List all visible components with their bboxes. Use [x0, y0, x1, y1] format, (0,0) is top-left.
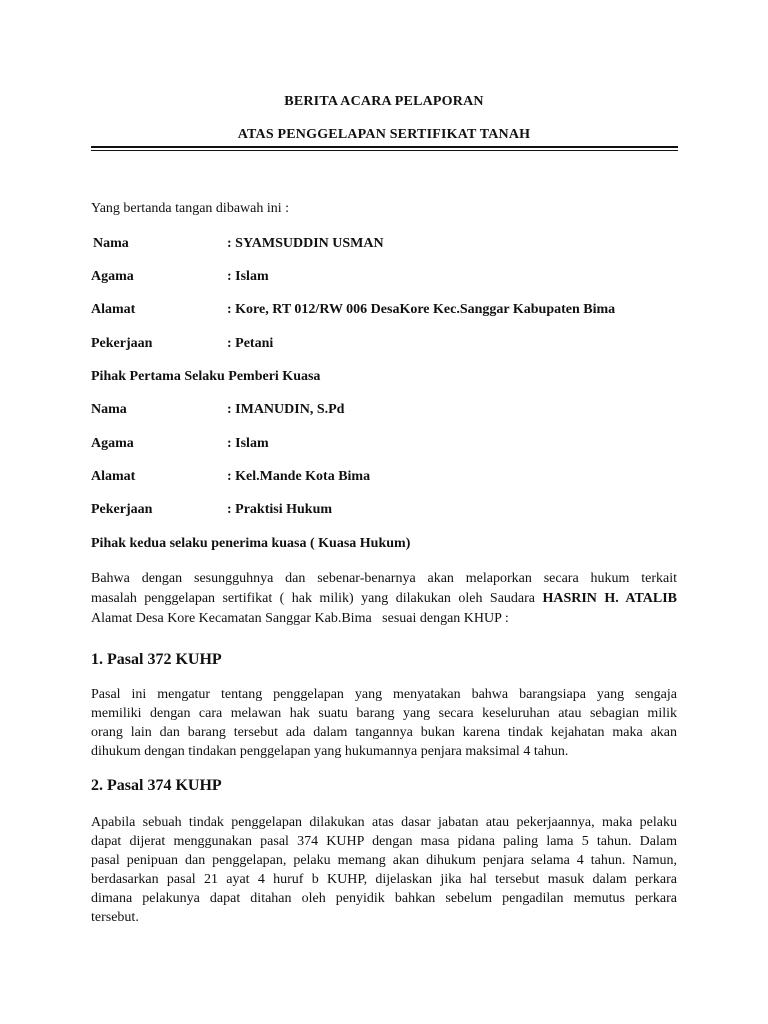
party2-value: : Kel.Mande Kota Bima — [227, 469, 371, 484]
party2-caption: Pihak kedua selaku penerima kuasa ( Kuasa Hukum) — [91, 536, 411, 551]
section2-line: dapat dijerat menggunakan pasal 374 KUHP dengan masa pidana paling lama 5 tahun. Dalam — [91, 834, 677, 849]
party2-value: : Praktisi Hukum — [227, 502, 333, 517]
party1-value: : Islam — [227, 269, 269, 284]
statement-paragraph — [91, 569, 677, 629]
section1-paragraph — [91, 685, 677, 761]
party1-value: : SYAMSUDDIN USMAN — [227, 236, 384, 251]
statement-line: Alamat Desa Kore Kecamatan Sanggar Kab.Bima sesuai dengan KHUP : — [91, 611, 509, 626]
section2-line: pasal penipuan dan penggelapan, pelaku memang akan dihukum penjara selama 4 tahun. Namun, — [91, 853, 677, 868]
statement-line — [91, 589, 677, 609]
statement-text: masalah penggelapan sertifikat ( hak milik) yang dilakukan oleh Saudara — [91, 591, 543, 606]
party2-label: Agama — [91, 436, 134, 451]
party2-label: Pekerjaan — [91, 502, 153, 517]
party2-label: Alamat — [91, 469, 136, 484]
section2-heading: 2. Pasal 374 KUHP — [91, 777, 222, 794]
section1-line: memiliki dengan cara melawan hak suatu barang yang secara keseluruhan atau sebagian milik — [91, 706, 677, 721]
party1-caption: Pihak Pertama Selaku Pemberi Kuasa — [91, 369, 321, 384]
document-subtitle: ATAS PENGGELAPAN SERTIFIKAT TANAH — [237, 127, 531, 142]
section2-line: berdasarkan pasal 21 ayat 4 huruf b KUHP, dijelaskan jika hal tersebut masuk dalam perkara — [91, 872, 677, 887]
statement-line: Bahwa dengan sesungguhnya dan sebenar-benarnya akan melaporkan secara hukum terkait — [91, 571, 677, 586]
title-rule-thick — [91, 146, 678, 148]
party1-value: : Kore, RT 012/RW 006 DesaKore Kec.Sanggar Kabupaten Bima — [227, 302, 616, 317]
title-rule-thin — [91, 150, 678, 151]
section1-line: dihukum dengan tindakan penggelapan yang hukumannya penjara maksimal 4 tahun. — [91, 744, 569, 759]
party1-label: Agama — [91, 269, 134, 284]
party1-value: : Petani — [227, 336, 274, 351]
party1-label: Nama — [93, 236, 129, 251]
document-title: BERITA ACARA PELAPORAN — [284, 94, 484, 109]
section2-paragraph — [91, 813, 677, 927]
intro-text: Yang bertanda tangan dibawah ini : — [91, 201, 290, 216]
section2-line: dimana pelakunya dapat ditahan oleh penyidik bahkan sebelum pengadilan memutus perkara — [91, 891, 677, 906]
party1-label: Pekerjaan — [91, 336, 153, 351]
section1-heading: 1. Pasal 372 KUHP — [91, 651, 222, 668]
section1-line: orang lain dan barang tersebut ada dalam tangannya bukan karena tindak kejahatan maka akan — [91, 725, 677, 740]
reported-person-name: HASRIN H. ATALIB — [542, 591, 677, 606]
party2-value: : Islam — [227, 436, 269, 451]
section2-line: Apabila sebuah tindak penggelapan dilakukan atas dasar jabatan atau pekerjaannya, maka pelaku — [91, 815, 677, 830]
section2-line: tersebut. — [91, 910, 139, 925]
section1-line: Pasal ini mengatur tentang penggelapan yang menyatakan bahwa barangsiapa yang sengaja — [91, 687, 677, 702]
party1-label: Alamat — [91, 302, 136, 317]
party2-value: : IMANUDIN, S.Pd — [227, 402, 345, 417]
party2-label: Nama — [91, 402, 127, 417]
